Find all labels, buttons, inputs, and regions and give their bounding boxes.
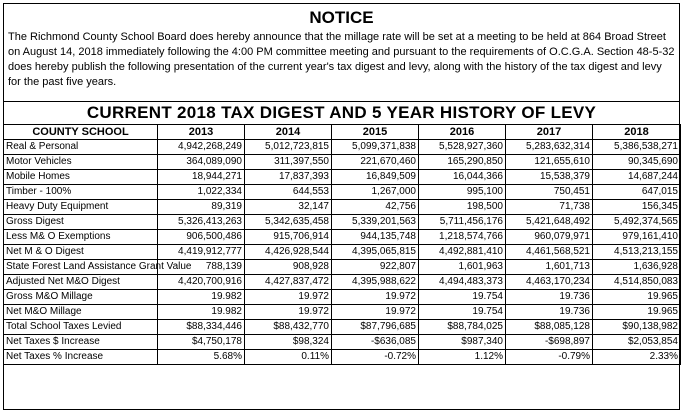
row-value: 1,022,334 [158,185,245,200]
row-label: Net M&O Millage [4,305,158,320]
row-value: 14,687,244 [593,170,681,185]
row-value: 4,463,170,234 [506,275,593,290]
row-value: 198,500 [419,200,506,215]
row-value: 221,670,460 [332,155,419,170]
notice-body: The Richmond County School Board does hereby announce that the millage rate will be set at a meeting to be held at 864 Broad Street on August 14, 2018 immediately following the 4:00 PM committee meeting and pursuant to the requirements of O.C.G.A. Section 48-5-32 does hereby publish the following presentation of the current year's tax digest and levy, along with the history of the tax digest and levy for the past five years. [8,31,675,88]
table-row [4,350,681,365]
row-label: Mobile Homes [4,170,158,185]
row-value: -$698,897 [506,335,593,350]
row-value: -0.72% [332,350,419,365]
row-value: 5,711,456,176 [419,215,506,230]
row-value: 2.33% [593,350,681,365]
row-value: 4,513,213,155 [593,245,681,260]
row-label: Timber - 100% [4,185,158,200]
table-row [4,260,681,275]
row-value: 4,492,881,410 [419,245,506,260]
table-header-row [4,125,681,140]
header-year: 2016 [419,125,506,140]
row-value: 90,345,690 [593,155,681,170]
row-value: 915,706,914 [245,230,332,245]
row-value: $88,784,025 [419,320,506,335]
row-value: 19.965 [593,305,681,320]
header-year: 2015 [332,125,419,140]
row-value: 4,395,988,622 [332,275,419,290]
row-value: 1.12% [419,350,506,365]
row-value: 4,461,568,521 [506,245,593,260]
table-row [4,335,681,350]
table-row [4,230,681,245]
row-value: 121,655,610 [506,155,593,170]
row-label: Net M & O Digest [4,245,158,260]
row-value: 89,319 [158,200,245,215]
row-label: Adjusted Net M&O Digest [4,275,158,290]
row-value: 1,218,574,766 [419,230,506,245]
row-value: 19.754 [419,305,506,320]
row-value: 644,553 [245,185,332,200]
header-county-school: COUNTY SCHOOL [4,125,158,140]
row-value: 5,421,648,492 [506,215,593,230]
row-value: 19.972 [245,305,332,320]
row-value: -0.79% [506,350,593,365]
row-value: 5,099,371,838 [332,140,419,155]
table-row [4,140,681,155]
row-value: 165,290,850 [419,155,506,170]
row-value: 5,492,374,565 [593,215,681,230]
row-value: 311,397,550 [245,155,332,170]
tax-digest-table [3,124,681,365]
row-value: 979,161,410 [593,230,681,245]
row-value: 0.11% [245,350,332,365]
row-value: 19.972 [245,290,332,305]
row-value: 4,942,268,249 [158,140,245,155]
row-value: 647,015 [593,185,681,200]
row-value: 788,139 [158,260,245,275]
row-label: Gross M&O Millage [4,290,158,305]
row-value: 4,419,912,777 [158,245,245,260]
row-value: 1,267,000 [332,185,419,200]
row-label: Net Taxes $ Increase [4,335,158,350]
row-value: 5.68% [158,350,245,365]
row-value: 19.972 [332,290,419,305]
row-value: $88,085,128 [506,320,593,335]
notice-box [3,3,680,410]
row-value: 5,012,723,815 [245,140,332,155]
row-value: 4,395,065,815 [332,245,419,260]
row-value: $88,334,446 [158,320,245,335]
header-year: 2017 [506,125,593,140]
row-value: 1,601,963 [419,260,506,275]
row-label: Motor Vehicles [4,155,158,170]
table-row [4,170,681,185]
row-value: 19.982 [158,305,245,320]
row-value: 906,500,486 [158,230,245,245]
row-value: 1,636,928 [593,260,681,275]
row-value: 1,601,713 [506,260,593,275]
table-row [4,305,681,320]
row-value: 15,538,379 [506,170,593,185]
row-label: Less M& O Exemptions [4,230,158,245]
row-value: 19.736 [506,290,593,305]
row-value: 5,283,632,314 [506,140,593,155]
row-value: 18,944,271 [158,170,245,185]
row-value: $90,138,982 [593,320,681,335]
row-label: State Forest Land Assistance Grant Value [4,260,158,275]
row-value: 4,420,700,916 [158,275,245,290]
row-value: 156,345 [593,200,681,215]
table-row [4,185,681,200]
notice-title: NOTICE [309,8,374,27]
row-label: Net Taxes % Increase [4,350,158,365]
row-value: 32,147 [245,200,332,215]
row-value: 944,135,748 [332,230,419,245]
row-value: $98,324 [245,335,332,350]
row-value: $87,796,685 [332,320,419,335]
row-value: 908,928 [245,260,332,275]
row-value: 71,738 [506,200,593,215]
row-value: 19.754 [419,290,506,305]
row-value: 4,426,928,544 [245,245,332,260]
row-value: 19.972 [332,305,419,320]
row-value: 960,079,971 [506,230,593,245]
row-value: 42,756 [332,200,419,215]
row-value: 19.965 [593,290,681,305]
table-row [4,290,681,305]
row-value: 5,339,201,563 [332,215,419,230]
table-title: CURRENT 2018 TAX DIGEST AND 5 YEAR HISTORY OF LEVY [4,101,679,124]
row-label: Real & Personal [4,140,158,155]
header-year: 2018 [593,125,681,140]
row-value: 17,837,393 [245,170,332,185]
row-value: 5,326,413,263 [158,215,245,230]
table-row [4,245,681,260]
row-value: 16,849,509 [332,170,419,185]
table-row [4,320,681,335]
table-row [4,275,681,290]
row-label: Total School Taxes Levied [4,320,158,335]
row-value: -$636,085 [332,335,419,350]
table-row [4,200,681,215]
row-value: 4,514,850,083 [593,275,681,290]
row-value: 4,427,837,472 [245,275,332,290]
row-value: 750,451 [506,185,593,200]
row-value: 995,100 [419,185,506,200]
table-row [4,215,681,230]
row-value: 922,807 [332,260,419,275]
row-value: $4,750,178 [158,335,245,350]
row-value: 5,342,635,458 [245,215,332,230]
row-value: 19.982 [158,290,245,305]
row-value: $88,432,770 [245,320,332,335]
row-label: Gross Digest [4,215,158,230]
row-value: 16,044,366 [419,170,506,185]
row-value: 4,494,483,373 [419,275,506,290]
header-year: 2014 [245,125,332,140]
header-year: 2013 [158,125,245,140]
row-value: $987,340 [419,335,506,350]
table-row [4,155,681,170]
row-label: Heavy Duty Equipment [4,200,158,215]
row-value: $2,053,854 [593,335,681,350]
row-value: 5,386,538,271 [593,140,681,155]
row-value: 5,528,927,360 [419,140,506,155]
row-value: 19.736 [506,305,593,320]
row-value: 364,089,090 [158,155,245,170]
